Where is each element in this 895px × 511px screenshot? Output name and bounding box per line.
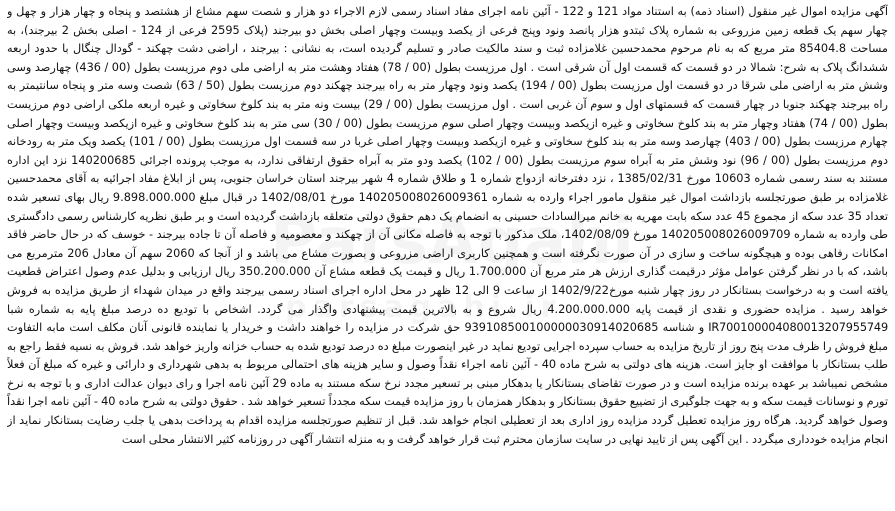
- auction-notice-body: [7, 3, 888, 508]
- auction-notice-text: آگهی مزایده اموال غیر منقول (اسناد ذمه) به استناد مواد 121 و 122 - آئین نامه اجرای مفاد اسناد رسمی لازم الاجراء دو هزار و شصت سهم مشاع از هشتصد و پنجاه و چهار هزار و چهل و چهار سهم یک قطعه زمین مزروعی به شماره پلاک ثبتدو هزار پانصد ونود وپنج فرعی از یکصد وبیست وچهار اصلی بخش دو بیرجند (پلاک 2595 فرعی از 124 - اصلی بخش 2 بیرجند)، به مساحت 85404.8 متر مربع که به نام مرحوم محمدحسین غلامزاده ثبت و سند مالکیت صادر و تسلیم گردیده است، به نشانی : بیرجند ، اراضی دشت چهکند - گودال چنگال با حدود اربعه ششدانگ پلاک به شرح: شمالا در دو قسمت که قسمت اول آن شرقی است . اول مرزیست بطول (00 / 78) هفتاد وهشت متر به اراضی ملی دوم مرزیست بطول (00 / 436) چهارصد وسی وشش متر به اراضی ملی شرقا در دو قسمت اول مرزیست بطول (00 / 194) یکصد ونود وچهار متر به راه بیرجند چهکند دوم مرزیست بطول (50 / 63) شصت وسه متر و پنجاه سانتیمتر به راه بیرجند چهکند جنوبا در چهار قسمت که قسمتهای اول و سوم آن غربی است . اول مرزیست بطول (00 / 29) بیست ونه متر به بند کلوخ سخاوتی و غیره اربعه ملکی اراضی دوم مرزیست بطول (00 / 74) هفتاد وچهار متر به بند کلوخ سخاوتی و غیره ازیکصد وبیست وچهار اصلی سوم مرزیست بطول (00 / 30) سی متر به بند کلوخ سخاوتی و غیره ازیکصد وبیست وچهار اصلی چهارم مرزیست بطول (00 / 403) چهارصد وسه متر به بند کلوخ سخاوتی و غیره ازیکصد وبیست وچهار اصلی غربا در سه قسمت اول مرزیست بطول (00 / 101) یکصد ویک متر به رودخانه دوم مرزیست بطول (00 / 96) نود وشش متر به آبراه سوم مرزیست بطول (00 / 102) یکصد ودو متر به آبراه حقوق ارتفاقی ندارد، به موجب پرونده اجرائی 140200685 نزد این اداره مستند به سند رسمی شماره 10603 مورخ 1385/02/31 ، نزد دفترخانه ازدواج شماره 1 و طلاق شماره 4 شهر بیرجند استان خراسان جنوبی، پس از ابلاغ مفاد اجرائیه به آقای محمدحسین غلامزاده بر طبق صورتجلسه بازداشت اموال غیر منقول مامور اجراء وارده به شماره 140205008026009361 مورخ 1402/08/01 در قبال مبلغ 9.898.000.000 ریال بهای تسعیر شده تعداد 35 عدد سکه از مجموع 45 عدد سکه بابت مهریه به خانم میرالسادات حسینی به انضمام یک دهم حقوق دولتی متعلقه بازداشت گردیده است و بر طبق نظریه کارشناس رسمی دادگستری طی وارده به شماره 140205008026009709 مورخ 1402/08/09، ملک مذکور با توجه به فاصله مکانی آن از چهکند و معصومیه و فاصله آن تا جاده بیرجند - خوسف که در حال حاضر فاقد امکانات رفاهی بوده و هیچگونه ساخت و سازی در آن صورت نگرفته است و همچنین کاربری اراضی مزروعی و بصورت مشاع می باشد و از آنجا که 2060 سهم آن معادل 206 مترمربع می باشد، که با در نظر گرفتن عوامل مؤثر درقیمت گذاری ارزش هر متر مربع آن 1.700.000 ریال و قیمت یک قطعه مشاع آن 350.200.000 ریال ارزیابی و بدلیل عدم وصول اعتراض قطعیت یافته است و به درخواست بستانکار در روز چهار شنبه مورخ1402/9/22 از ساعت 9 الی 12 ظهر در محل اداره اجرای اسناد رسمی بیرجند واقع در میدان شهداء از طریق مزایده به فروش خواهد رسید . مزایده حضوری و نقدی از قیمت پایه 4.200.000.000 ریال شروع و به بالاترین قیمت پیشنهادی واگذار می گردد. اشخاص با تودیع ده درصد مبلغ پایه به شماره شبا IR700100004080013207955749 و شناسه 939108500100000030914020685 حق شرکت در مزایده را خواهند داشت و خریدار یا نماینده قانونی آنان مکلف است مابه التفاوت مبلغ فروش را ظرف مدت پنج روز از تاریخ مزایده به حساب سپرده اجرایی تودیع نماید در غیر اینصورت مبلغ ده درصد تودیع شده به حساب خزانه واریز خواهد شد. فروش به نسیه فقط راجع به طلب بستانکار با موافقت او جایز است. هزینه های دولتی به شرح ماده 40 - آئین نامه اجراء نقداً وصول و سایر هزینه های احتمالی مربوط به بدهی شهرداری و دارائی و غیره که مبلغ آن فعلاً مشخص نمیباشد بر عهده برنده مزایده است و در صورت تقاضای بستانکار یا بدهکار مبنی بر تسعیر مجدد نرخ سکه مستند به ماده 29 آئین نامه اجرا و رای دیوان عدالت اداری و با توجه به نرخ تورم و نوسانات قیمت سکه و به جهت جلوگیری از تضییع حقوق بستانکار و بدهکار همزمان با روز مزایده قیمت سکه مجدداً تسعیر خواهد شد . حقوق دولتی به شرح ماده 40 - آئین نامه اجرا نقداً وصول خواهد گردید. هرگاه روز مزایده تعطیل گردد مزایده روز اداری بعد از تعطیلی انجام خواهد شد. قبل از تنظیم صورتجلسه مزایده اقدام به پرداخت بدهی یا جلب رضایت بستانکار نماید از انجام مزایده خودداری میگردد . این آگهی پس از تایید نهایی در سایت سازمان محترم ثبت قرار خواهد گرفت و به منزله انتشار آگهی در روزنامه کثیر الانتشار محلی است: [7, 5, 888, 446]
